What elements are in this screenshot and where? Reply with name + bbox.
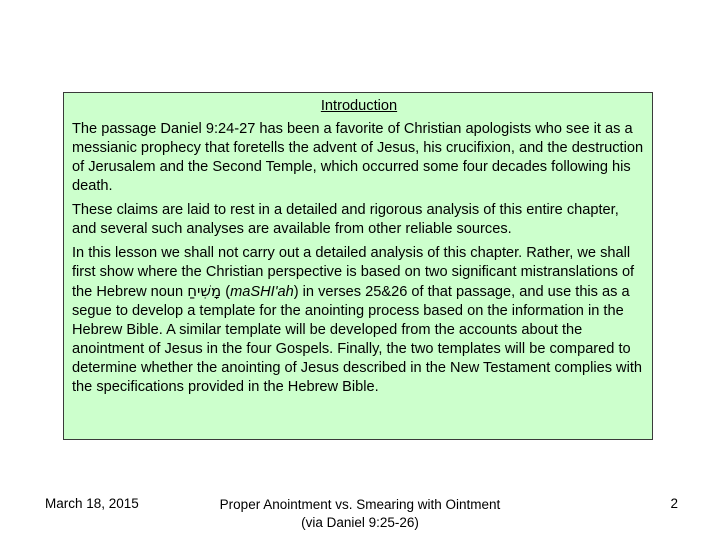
intro-paragraph-2: These claims are laid to rest in a detailed and rigorous analysis of this entire chapter, and several such analyses are available from other reliable sources. (72, 202, 619, 237)
introduction-box (63, 92, 653, 440)
hebrew-word-mashiach: מָשִׁיחַ (187, 282, 222, 300)
footer-title-line-2: (via Daniel 9:25-26) (301, 515, 419, 530)
page-number: 2 (670, 496, 678, 511)
footer-title-line-1: Proper Anointment vs. Smearing with Ointment (219, 497, 501, 512)
transliteration: maSHI'ah (230, 284, 294, 300)
intro-paragraph-1: The passage Daniel 9:24-27 has been a favorite of Christian apologists who see it as a messianic prophecy that foretells the advent of Jesus, his crucifixion, and the destruction of Jerusalem and the Second Temple, which occurred some four decades following his death. (72, 121, 644, 194)
intro-paragraph-3 (72, 244, 646, 397)
paragraph-3-text-end: ) in verses 25&26 of that passage, and use this as a segue to develop a template for the anointing process based on the information in the Hebrew Bible. A similar template will be developed from the accounts about the anointment of Jesus in the four Gospels. Finally, the two templates will be compared to determine whether the anointing of Jesus described in the New Testament complies with the specifications provided in the Hebrew Bible. (72, 284, 643, 395)
introduction-heading: Introduction (320, 98, 398, 114)
footer-title (200, 496, 520, 532)
open-parenthesis: ( (221, 284, 231, 300)
paragraph-3-text-start: In this lesson we shall not carry out a detailed analysis of this chapter. Rather, we shall first show where the Christian perspective is based on two significant mistranslations of the Hebrew noun (72, 245, 635, 300)
footer-date: March 18, 2015 (45, 496, 139, 511)
